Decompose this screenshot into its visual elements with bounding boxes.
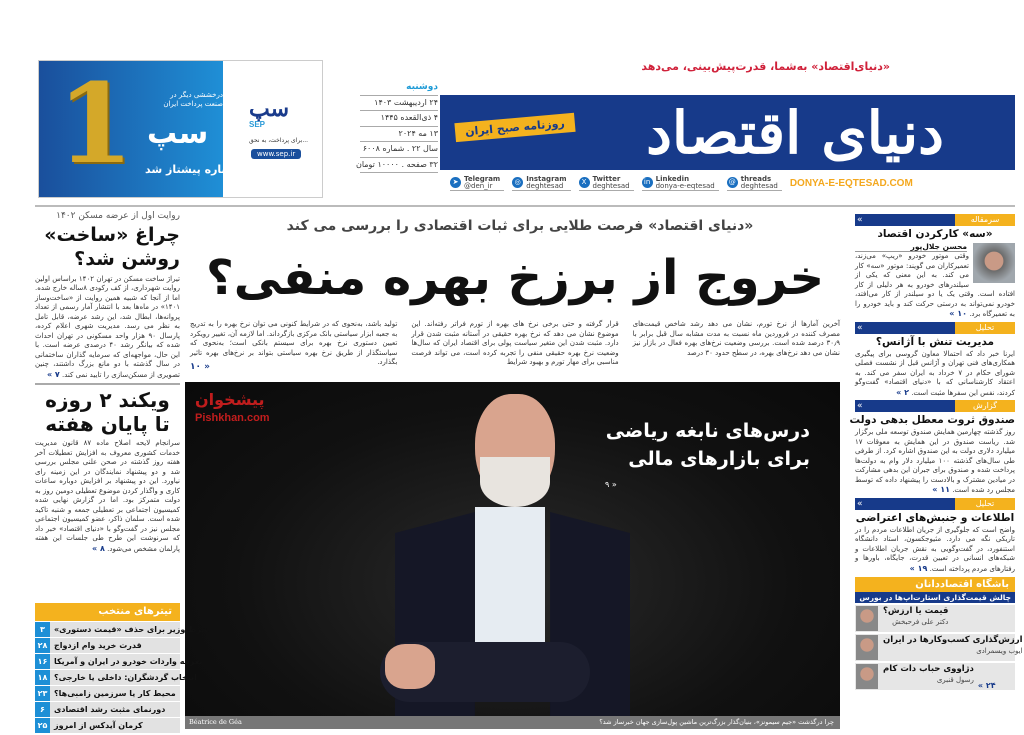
right-column <box>849 212 1023 690</box>
lead-body <box>190 320 840 366</box>
threads-icon: @ <box>728 178 736 186</box>
photo-caption-bar <box>185 716 840 729</box>
author-photo <box>973 243 1015 283</box>
masthead-tagline: «دنیای‌اقتصاد» به‌شما، قدرت‌پیش‌بینی، می‌دهد <box>641 60 890 73</box>
photo-headline[interactable]: درس‌های نابغه ریاضی برای بازارهای مالی <box>605 420 810 470</box>
lead-column-1: آخرین آمارها از نرخ تورم، نشان می دهد رشد شاخص قیمت‌های مصرف کننده در فروردین ماه نسبت به مدت مشابه سال قبل برابر با ۳۰٫۹ درصد شده است. بررسی وضعیت نرخ‌های بهره فعال در بازار نیز نشان می دهد نرخ‌های بهره، در سطح حدود ۳۰ درصد <box>632 320 840 357</box>
ad-line1: درخششی دیگر در صنعت پرداخت ایران <box>163 91 223 108</box>
selected-headlines-title: تیترهای منتخب <box>35 603 180 621</box>
lunar-date: ۴ ذی‌القعده ۱۴۴۵ <box>360 111 438 127</box>
section-header: « سرمقاله <box>855 214 1015 226</box>
selected-item[interactable]: ۶ دورنمای مثبت رشد اقتصادی <box>35 702 180 717</box>
selected-item[interactable]: ۲۵ کرمان آیدکس از امروز <box>35 718 180 733</box>
twitter-icon: X <box>579 177 590 188</box>
author-photo <box>856 664 878 689</box>
lead-column-3: تولید باشد، به‌نحوی که در شرایط کنونی می توان نرخ بهره را به تدریج به جعبه ابزار سیاستی بانک مرکزی بازگرداند. اما لازمه آن، تغییر رویکرد تعیین دستوری نرخ بهره برای سیستم بانکی است؛ به‌نحوی که سیاستگذار از طریق نرخ بهره سیاستی بتواند بر نرخ‌های بهره تاثیر بگذارد. <box>190 320 398 366</box>
telegram-icon: ➤ <box>450 177 461 188</box>
page-ref[interactable]: ۸ » <box>92 543 105 553</box>
selected-item[interactable]: ۳ شرط وزیر برای حذف «قیمت دستوری» <box>35 622 180 637</box>
selected-item[interactable]: ۲۳ محیط کار یا سرزمین زامبی‌ها؟ <box>35 686 180 701</box>
portrait-beard <box>480 457 550 507</box>
section-header: « تحلیل <box>855 498 1015 510</box>
social-instagram[interactable]: ◎ Instagram deghtesad <box>512 176 570 191</box>
price: ۳۲ صفحه . ۱۰۰۰۰ تومان <box>360 158 438 174</box>
watermark-fa: پیشخوان <box>195 390 265 409</box>
portrait-hand <box>385 644 435 689</box>
author-photo <box>856 635 878 660</box>
watermark-en: Pishkhan.com <box>195 412 270 424</box>
social-linkedin[interactable]: in Linkedin donya-e-eqtesad <box>642 176 719 191</box>
lead-page-ref[interactable]: ۱۰ » <box>190 362 210 372</box>
photo-caption: چرا درگذشت «جیم سیمونز»، بنیان‌گذار بزرگ‌ترین ماشین پول‌سازی جهان خبرساز شد؟ <box>599 718 834 726</box>
section-header: « تحلیل <box>855 322 1015 334</box>
page-ref: ۲۴ » <box>977 681 996 690</box>
header-divider <box>35 205 1015 207</box>
story-title[interactable]: اطلاعات و جنبش‌های اعتراضی <box>855 511 1015 524</box>
selected-item[interactable]: ۱۸ انتخاب گردشگران: داخلی یا خارجی؟ <box>35 670 180 685</box>
editorial-author: محسن جلال‌پور <box>855 242 967 252</box>
masthead-badge: روزنامه صبح ایران <box>454 113 575 142</box>
left-story1-headline[interactable]: چراغ «ساخت» روشن شد؟ <box>44 224 180 270</box>
selected-item[interactable]: ۱۶ تعرفه واردات خودرو در ایران و آمریکا <box>35 654 180 669</box>
club-title: باشگاه اقتصاددانان <box>855 577 1015 592</box>
ad-brand: سپ <box>147 116 209 151</box>
ad-url[interactable]: www.sep.ir <box>251 149 301 159</box>
social-threads[interactable]: @ threads deghtesad <box>727 176 782 191</box>
chevrons-icon: « <box>855 322 955 334</box>
editorial-body: وقتی موتور خودرو «ریپ» می‌زند، تعمیرکاران می گویند: موتور «سه» کار می کند. به این معنی که یکی از سیلندرهای خودرو به هر دلیلی از کار افتاده است. وقتی یک یا دو سیلندر از کار می‌افتد، خودرو نمی‌تواند به درستی حرکت کند و باید خودرو را به تعمیرگاه برد. ۱۰ » <box>855 252 1015 318</box>
ad-line2: دوباره پیشتاز شد <box>145 163 239 176</box>
chevrons-icon: « <box>855 400 955 412</box>
editorial-title[interactable]: «سه» کارکردن اقتصاد <box>877 228 993 240</box>
club-item[interactable]: دژاووی حباب دات کام رسول قنبری ۲۴ » <box>855 663 1015 690</box>
left-story2-body: سرانجام لایحه اصلاح ماده ۸۷ قانون مدیریت خدمات کشوری معروف به افزایش تعطیلات آخر هفته روز گذشته در صحن علنی مجلس بررسی شد و دو پیشنهاد نمایندگان در این زمینه رای نیاورد. این دو پیشنهاد بر افزایش دوباره ساعات کاری و واگذار کردن موضوع تعطیلی دومین روز به دولت متمرکز بود. اما در گزارش نهایی شده کمیسیون اجتماعی بر تعطیلی جمعه و شنبه تاکید شده است. سلمان ذاکر، عضو کمیسیون اجتماعی مجلس نیز در گفت‌وگو با «دنیای اقتصاد» خبر داد که سرنوشت این طرح طی جلسات این هفته پارلمان مشخص می‌شود. ۸ » <box>35 439 180 553</box>
story-body: روز گذشته چهارمین همایش صندوق توسعه ملی برگزار شد. ریاست صندوق در این همایش به معوقات ۱۷ میلیارد دلاری دولت به این صندوق اشاره کرد. از طرفی طی سال‌های گذشته ۱۰۰ میلیارد دلار وام به دولت‌ها پرداخت شده و صندوق برای جبران این بدهی مشارکت در میادین مشترک و بالادست را پیشنهاد داده که توسط مجلس رد شده است. ۱۱ » <box>855 428 1015 494</box>
club-subtitle: چالش قیمت‌گذاری استارت‌اپ‌ها در بورس <box>855 592 1015 603</box>
page-ref[interactable]: ۷ » <box>46 369 60 379</box>
social-twitter[interactable]: X Twitter deghtesad <box>579 176 634 191</box>
story-title[interactable]: مدیریت تنش با آژانس؟ <box>875 335 995 348</box>
club-item[interactable]: ارزش‌گذاری کسب‌وکارها در ایران ایوب ویسمرادی <box>855 634 1015 661</box>
gold-number-one-trophy: 1 <box>57 59 134 188</box>
lead-headline[interactable]: خروج از برزخ بهره منفی؟ <box>205 250 825 306</box>
story-body: واضح است که جلوگیری از جریان اطلاعات مردم را در تاریکی نگه می دارد. مثیوجکسون، استاد دانشگاه استنفورد، در گفت‌وگویی به نقش جریان اطلاعات و شبکه‌های انسانی در تعیین قدرت، جایگاه، باورها و رفتارهای مردم پرداخته است. ۱۹ » <box>855 525 1015 573</box>
lead-column-2: قرار گرفته و حتی برخی نرخ های بهره از تورم فراتر رفته‌اند. این موضوع نشان می دهد که نرخ بهره حقیقی در آستانه مثبت شدن قرار دارد. مثبت شدن این متغیر سیاست پولی برای اقتصاد ایران که سال‌ها وضعیت نرخ بهره حقیقی منفی را تجربه کرده است، می تواند فرصت مناسبی برای مهار تورم و بهبود شرایط <box>411 320 619 366</box>
social-telegram[interactable]: ➤ Telegram @den_ir <box>450 176 504 191</box>
sep-advertisement[interactable] <box>38 60 323 198</box>
selected-item[interactable]: ۲۸ قدرت خرید وام ازدواج <box>35 638 180 653</box>
social-links <box>450 175 1020 191</box>
author-photo <box>856 606 878 631</box>
issue-dates <box>355 80 438 173</box>
club-item[interactable]: قیمت یا ارزش؟ دکتر علی فرحبخش <box>855 605 1015 632</box>
newspaper-logo[interactable]: دنیای اقتصاد <box>646 99 944 167</box>
linkedin-icon: in <box>642 177 653 188</box>
weekday: دوشنبه <box>360 80 438 96</box>
ad-slogan: برای پرداخت، به نحق... <box>249 137 309 144</box>
left-story1-body: تیراژ ساخت مسکن در تهران ۱۴۰۲ براساس اولین روایت شهرداری، از کف رکودی ۸ساله خارج شده. اما از آنجا که شبیه همین روایت از «ساخت‌وساز ۱۴۰۱» در ماه‌ها بعد با انتشار آمار رسمی از تعداد پروانه‌ها، ابطال شد، این رشد عرضه، قابل تامل به نظر می رسد. مدیریت شهری اعلام کرده، پارسال ۹۰ هزار واحد مسکونی در تهران احداث شده که بیانگر رشد ۴۰ درصدی عرضه است. با این حال، مواجهه‌ای که سرمایه گذاران ساختمانی در سال گذشته با دو مانع بزرگ داشتند، چنین تصویری از مسکن‌سازی را تایید نمی کند. ۷ » <box>35 274 180 379</box>
left-story2-headline[interactable]: ویکند ۲ روزه تا پایان هفته <box>45 388 170 436</box>
solar-date: ۲۴ اردیبهشت ۱۴۰۳ <box>360 96 438 112</box>
photo-page-ref[interactable]: ۹ » <box>605 480 617 489</box>
divider <box>35 383 180 385</box>
photo-credit: Béatrice de Géa <box>189 718 242 726</box>
left-story1-kicker: روایت اول از عرضه مسکن ۱۴۰۲ <box>56 211 180 221</box>
section-header: « گزارش <box>855 400 1015 412</box>
issue-number: سال ۲۲ . شماره ۶۰۰۸ <box>360 142 438 158</box>
feature-photo[interactable] <box>185 382 840 716</box>
website-link[interactable]: DONYA-E-EQTESAD.COM <box>789 177 913 189</box>
story-body: ایرنا خبر داد که احتمالا معاون گروسی برای پیگیری همکاری‌های فنی تهران و آژانس قبل از نشست فصلی شورای حکام در ۷ خرداد به ایران سفر می کند. به اعتقاد کارشناسانی که با «دنیای اقتصاد» گفت‌وگو کردند، نفس این سفرها مثبت است. ۲ » <box>855 349 1015 397</box>
instagram-icon: ◎ <box>512 177 523 188</box>
chevrons-icon: « <box>855 214 955 226</box>
chevrons-icon: « <box>855 498 955 510</box>
gregorian-date: ۱۳ مه ۲۰۲۴ <box>360 127 438 143</box>
sep-logo: سپ SEP <box>249 96 290 130</box>
lead-subhead: «دنیای اقتصاد» فرصت طلایی برای ثبات اقتصادی را بررسی می کند <box>286 218 754 234</box>
story-title[interactable]: صندوق ثروت معطل بدهی دولت <box>849 414 1015 426</box>
